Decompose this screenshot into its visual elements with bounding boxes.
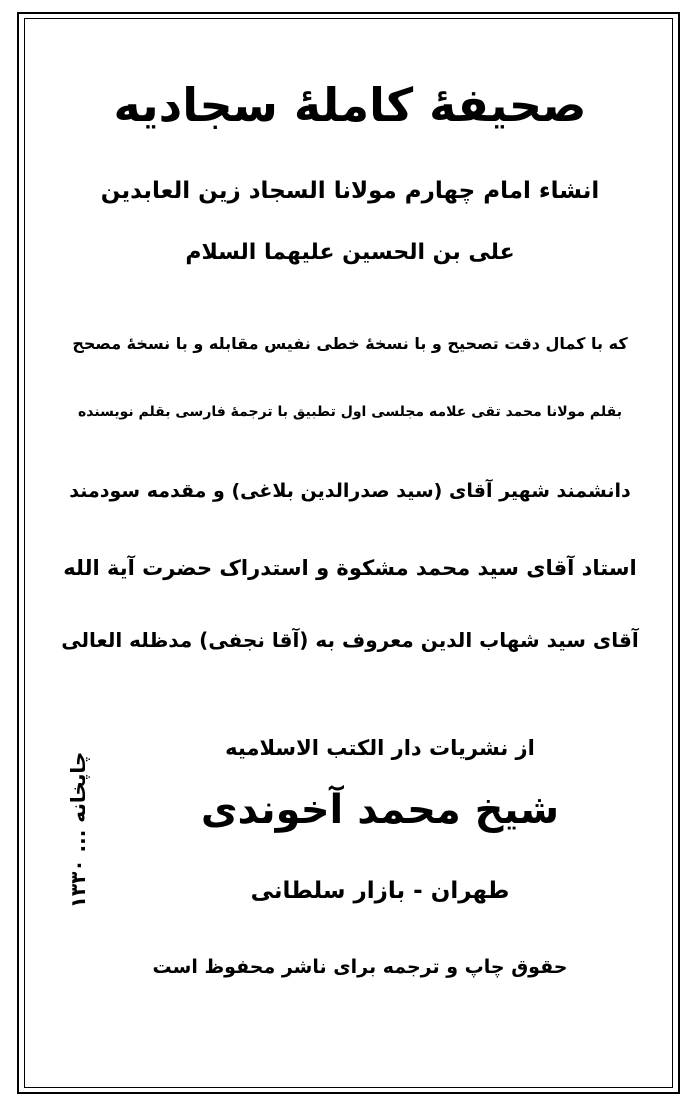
body-line-2: بقلم مولانا محمد تقی علامه مجلسی اول تطبیق با ترجمهٔ فارسی بقلم نویسنده bbox=[78, 404, 622, 420]
body-line-1: که با کمال دقت تصحیح و با نسخهٔ خطی نفیس مقابله و با نسخهٔ مصحح bbox=[72, 334, 628, 353]
subtitle-line-1: انشاء امام چهارم مولانا السجاد زین العابدین bbox=[100, 178, 600, 204]
body-line-4: استاد آقای سید محمد مشکوة و استدراک حضرت آیة الله bbox=[63, 556, 637, 580]
rights-notice: حقوق چاپ و ترجمه برای ناشر محفوظ است bbox=[152, 956, 568, 978]
publisher-name: شیخ محمد آخوندی bbox=[200, 787, 560, 833]
page-title: صحیفهٔ کاملهٔ سجادیه bbox=[113, 78, 587, 132]
body-line-5: آقای سید شهاب الدین معروف به (آقا نجفی) مدظله العالی bbox=[61, 628, 639, 652]
body-line-3: دانشمند شهیر آقای (سید صدرالدین بلاغی) و مقدمه سودمند bbox=[69, 480, 631, 502]
subtitle-line-2: علی بن الحسین علیهما السلام bbox=[185, 240, 515, 265]
publisher-address: طهران - بازار سلطانی bbox=[250, 878, 510, 904]
printing-house-side-note: چاپخانه ... ۱۳۳۰ bbox=[66, 751, 90, 909]
publisher-series-line: از نشریات دار الکتب الاسلامیه bbox=[225, 736, 535, 760]
